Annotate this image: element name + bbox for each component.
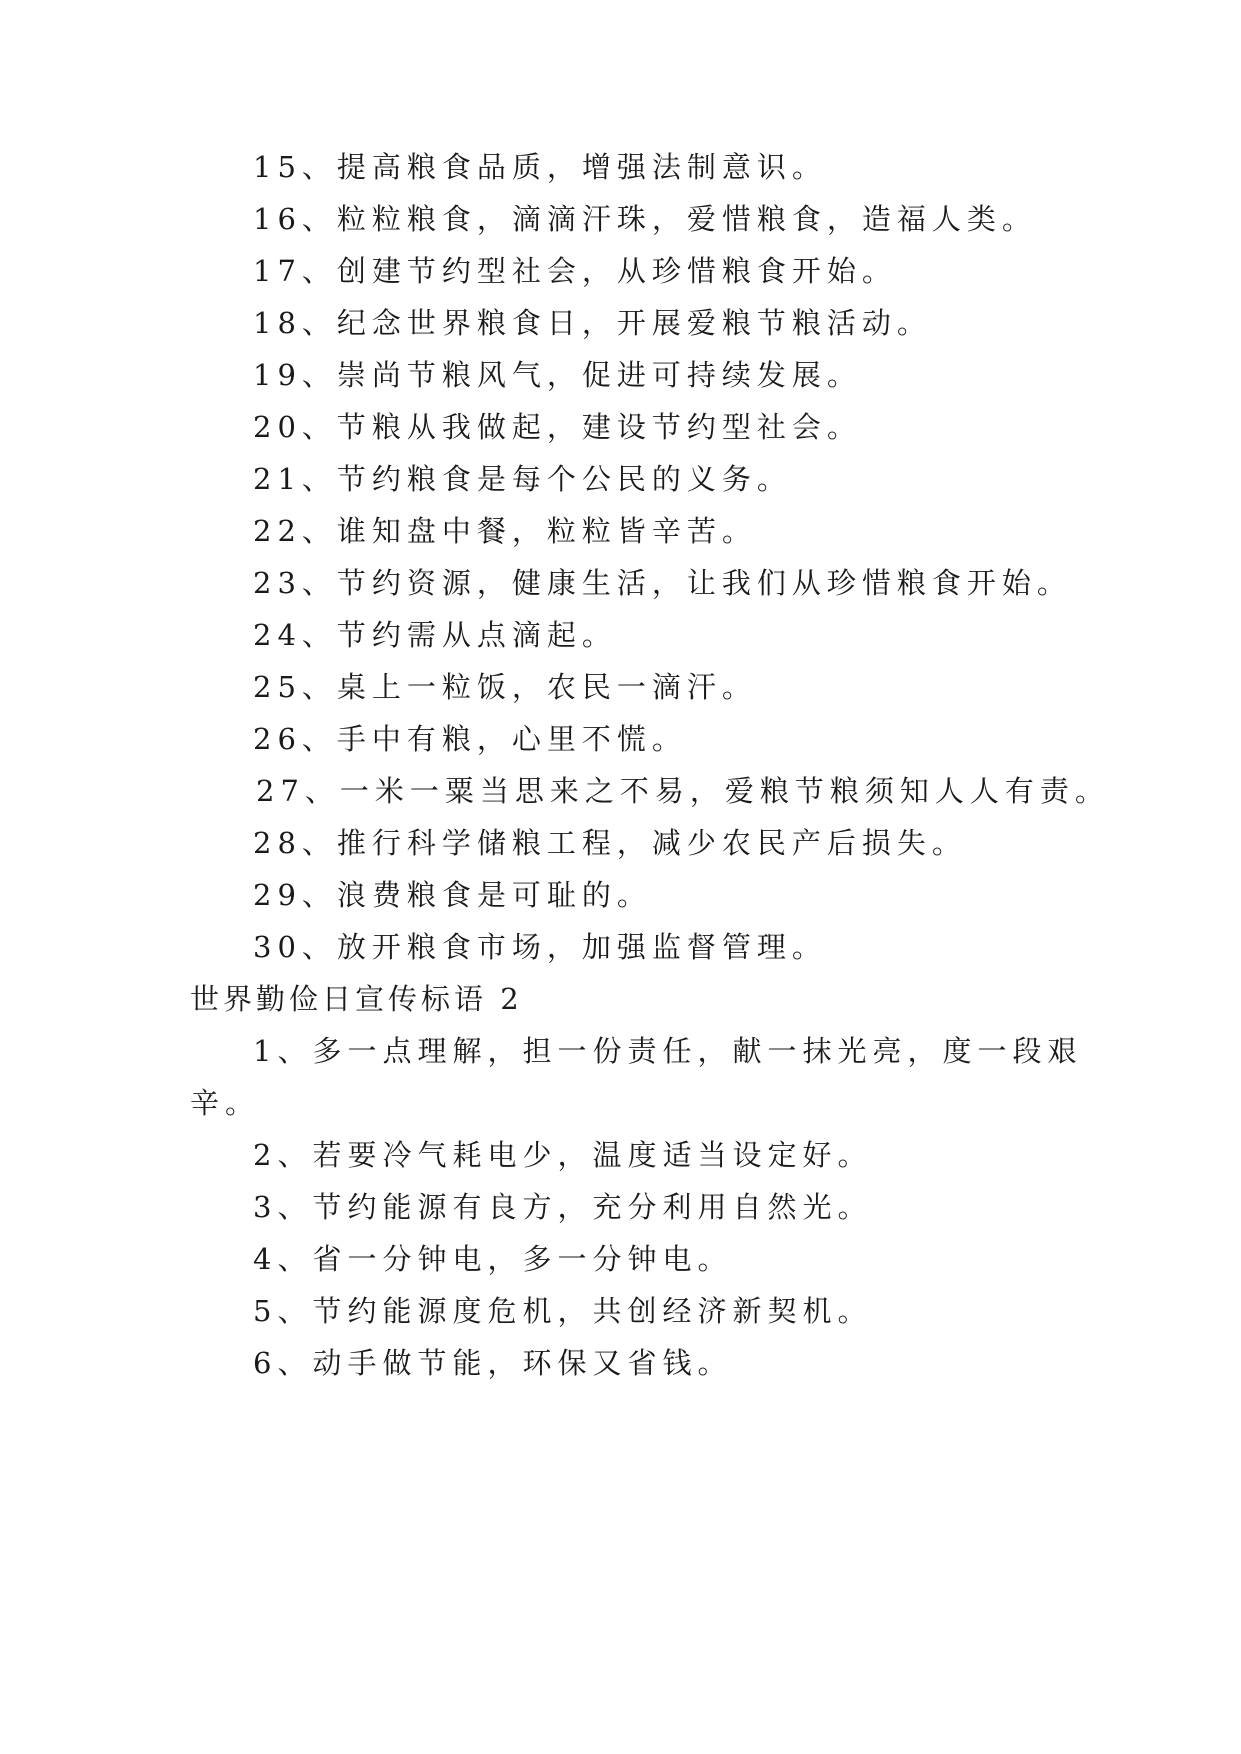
slogan-line: 3、节约能源有良方，充分利用自然光。 <box>253 1190 873 1224</box>
slogan-line: 5、节约能源度危机，共创经济新契机。 <box>253 1294 873 1328</box>
slogan-line: 17、创建节约型社会，从珍惜粮食开始。 <box>253 254 897 288</box>
slogan-line: 24、节约需从点滴起。 <box>253 618 617 652</box>
slogan-line: 2、若要冷气耗电少，温度适当设定好。 <box>253 1138 873 1172</box>
slogan-line: 27、一米一粟当思来之不易，爱粮节粮须知人人有责。 <box>256 774 1110 808</box>
slogan-line: 29、浪费粮食是可耻的。 <box>253 878 652 912</box>
slogan-line: 22、谁知盘中餐，粒粒皆辛苦。 <box>253 514 757 548</box>
slogan-line: 20、节粮从我做起，建设节约型社会。 <box>253 410 862 444</box>
slogan-line: 28、推行科学储粮工程，减少农民产后损失。 <box>253 826 967 860</box>
slogan-line: 15、提高粮食品质，增强法制意识。 <box>253 150 827 184</box>
slogan-line: 19、崇尚节粮风气，促进可持续发展。 <box>253 358 862 392</box>
slogan-line: 1、多一点理解，担一份责任，献一抹光亮，度一段艰 <box>253 1034 1083 1068</box>
slogan-line: 25、桌上一粒饭，农民一滴汗。 <box>253 670 757 704</box>
slogan-line: 18、纪念世界粮食日，开展爱粮节粮活动。 <box>253 306 932 340</box>
slogan-line: 30、放开粮食市场，加强监督管理。 <box>253 930 827 964</box>
slogan-line: 21、节约粮食是每个公民的义务。 <box>253 462 792 496</box>
slogan-line: 26、手中有粮，心里不慌。 <box>253 722 687 756</box>
slogan-line: 4、省一分钟电，多一分钟电。 <box>253 1242 733 1276</box>
slogan-line: 6、动手做节能，环保又省钱。 <box>253 1346 733 1380</box>
section-heading: 世界勤俭日宣传标语 2 <box>190 982 523 1016</box>
slogan-line: 23、节约资源，健康生活，让我们从珍惜粮食开始。 <box>253 566 1072 600</box>
slogan-line: 16、粒粒粮食，滴滴汗珠，爱惜粮食，造福人类。 <box>253 202 1037 236</box>
slogan-line-continued: 辛。 <box>190 1086 261 1120</box>
